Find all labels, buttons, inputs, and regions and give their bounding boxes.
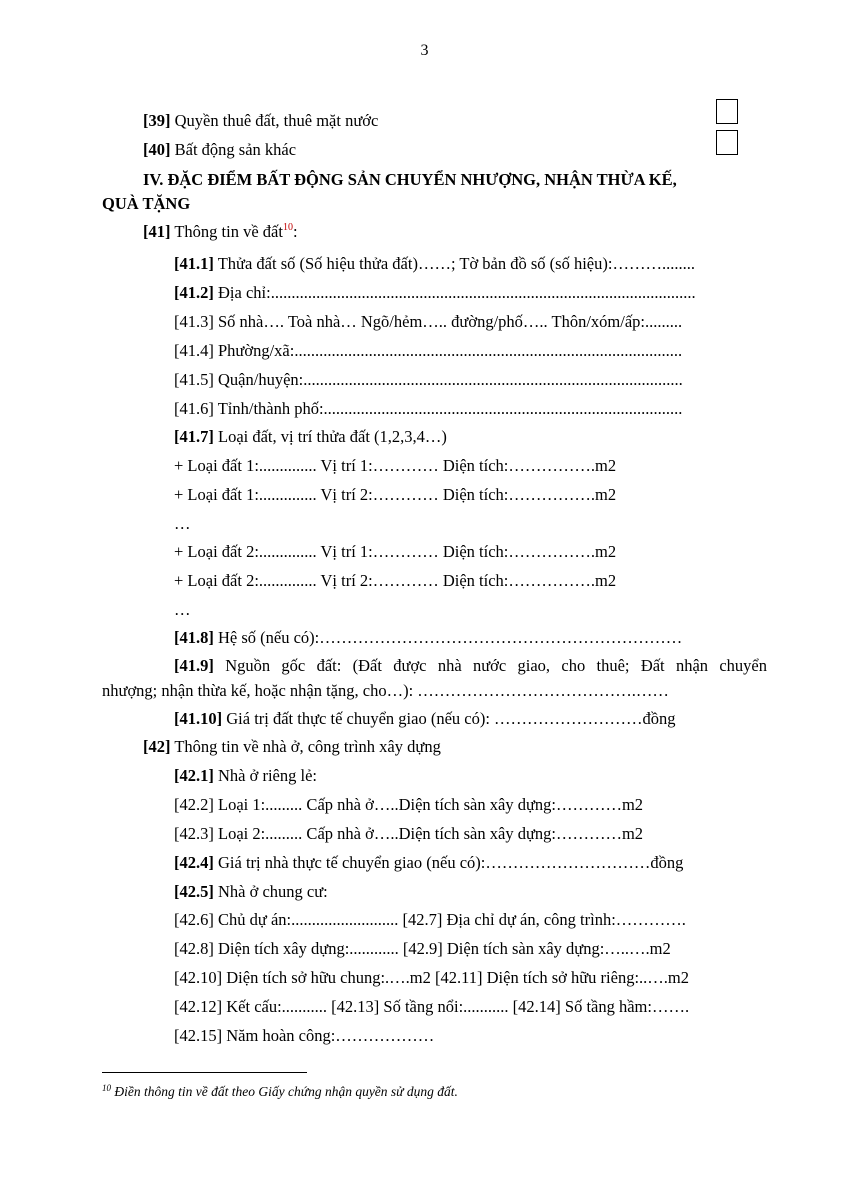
land-row[interactable]: + Loại đất 2:.............. Vị trí 1:………… Diện tích:…………….m2 (174, 542, 617, 561)
field-41-9[interactable] (174, 656, 767, 676)
footnote-ref: 10 (282, 222, 293, 233)
field-41-3[interactable]: [41.3] Số nhà…. Toà nhà… Ngõ/hẻm….. đường/phố….. Thôn/xóm/ấp:......... (174, 312, 683, 331)
item-code: [39] (143, 111, 171, 130)
item-label: Quyền thuê đất, thuê mặt nước (170, 111, 379, 130)
field-41-7 (174, 427, 447, 447)
item-label: Loại đất, vị trí thửa đất (1,2,3,4…) (213, 427, 447, 446)
land-row[interactable]: + Loại đất 1:.............. Vị trí 1:………… Diện tích:…………….m2 (174, 456, 617, 475)
item-code: [42.5] (174, 882, 214, 901)
footnote-divider (102, 1072, 307, 1073)
item-code: [41.8] (174, 628, 214, 647)
field-41-9-cont[interactable]: nhượng; nhận thừa kế, hoặc nhận tặng, cho…): ………………………………….…… (102, 681, 669, 700)
field-42-2[interactable]: [42.2] Loại 1:......... Cấp nhà ở…..Diện tích sàn xây dựng:…………m2 (174, 795, 644, 814)
item-label: Giá trị nhà thực tế chuyển giao (nếu có):…………………………đồng (213, 853, 684, 872)
item-code: [41.7] (174, 427, 214, 446)
item-label: Địa chỉ:....................................................................................................... (213, 283, 696, 302)
page-number: 3 (420, 42, 429, 59)
item-label: Nhà ở chung cư: (213, 882, 328, 901)
field-42-1 (174, 766, 317, 786)
item-code: [41.10] (174, 709, 223, 728)
field-42-15[interactable]: [42.15] Năm hoàn công:……………… (174, 1026, 435, 1045)
field-41-10[interactable] (174, 709, 676, 729)
land-row[interactable]: + Loại đất 2:.............. Vị trí 2:………… Diện tích:…………….m2 (174, 571, 617, 590)
item-code: [40] (143, 140, 171, 159)
field-42-10[interactable]: [42.10] Diện tích sở hữu chung:.….m2 [42.11] Diện tích sở hữu riêng:..….m2 (174, 968, 689, 987)
field-41-6[interactable]: [41.6] Tỉnh/thành phố:....................................................................................... (174, 399, 683, 418)
item-code: [41] (143, 222, 171, 241)
item-label: Thông tin về nhà ở, công trình xây dựng (170, 737, 441, 756)
field-42-12[interactable]: [42.12] Kết cấu:........... [42.13] Số tầng nổi:........... [42.14] Số tầng hầm:……. (174, 997, 690, 1016)
item-label: Nguồn gốc đất: (Đất được nhà nước giao, cho thuê; Đất nhận chuyển (213, 656, 767, 675)
land-row[interactable]: + Loại đất 1:.............. Vị trí 2:………… Diện tích:…………….m2 (174, 485, 617, 504)
colon: : (292, 222, 298, 241)
checkbox-40[interactable] (716, 130, 738, 155)
item-code: [42] (143, 737, 171, 756)
field-41-8[interactable] (174, 628, 682, 648)
field-42-5 (174, 882, 328, 902)
footnote (102, 1084, 458, 1100)
field-41-5[interactable]: [41.5] Quận/huyện:............................................................................................ (174, 370, 683, 389)
item-label: Giá trị đất thực tế chuyển giao (nếu có): ………………………đồng (222, 709, 676, 728)
item-code: [41.9] (174, 656, 214, 675)
field-41-1[interactable] (174, 254, 695, 274)
item-label: Bất động sản khác (170, 140, 297, 159)
field-42-8[interactable]: [42.8] Diện tích xây dựng:............ [42.9] Diện tích sàn xây dựng:…..….m2 (174, 939, 671, 958)
item-label: Nhà ở riêng lẻ: (213, 766, 317, 785)
section-title-line2: QUÀ TẶNG (102, 194, 191, 213)
footnote-text: Điền thông tin về đất theo Giấy chứng nhận quyền sử dụng đất. (111, 1084, 458, 1099)
item-40 (143, 140, 296, 160)
footnote-number: 10 (102, 1083, 111, 1093)
item-39 (143, 111, 378, 131)
land-row-ellipsis: … (174, 514, 191, 533)
field-42-4[interactable] (174, 853, 683, 873)
field-42-3[interactable]: [42.3] Loại 2:......... Cấp nhà ở…..Diện tích sàn xây dựng:…………m2 (174, 824, 644, 843)
land-row-ellipsis: … (174, 600, 191, 619)
item-code: [41.1] (174, 254, 214, 273)
section-title-line1: IV. ĐẶC ĐIỂM BẤT ĐỘNG SẢN CHUYỂN NHƯỢNG, NHẬN THỪA KẾ, (143, 170, 677, 189)
checkbox-39[interactable] (716, 99, 738, 124)
land-info-heading (143, 222, 298, 242)
item-code: [41.2] (174, 283, 214, 302)
item-code: [42.1] (174, 766, 214, 785)
field-41-4[interactable]: [41.4] Phường/xã:.............................................................................................. (174, 341, 683, 360)
item-label: Thông tin về đất (170, 222, 283, 241)
field-42-6[interactable]: [42.6] Chủ dự án:.......................... [42.7] Địa chỉ dự án, công trình:…………. (174, 910, 686, 929)
item-code: [42.4] (174, 853, 214, 872)
field-41-2[interactable] (174, 283, 696, 303)
item-label: Thửa đất số (Số hiệu thửa đất)……; Tờ bản đồ số (số hiệu):………........ (213, 254, 695, 273)
item-label: Hệ số (nếu có):………………………………………………………… (213, 628, 683, 647)
house-info-heading (143, 737, 441, 757)
